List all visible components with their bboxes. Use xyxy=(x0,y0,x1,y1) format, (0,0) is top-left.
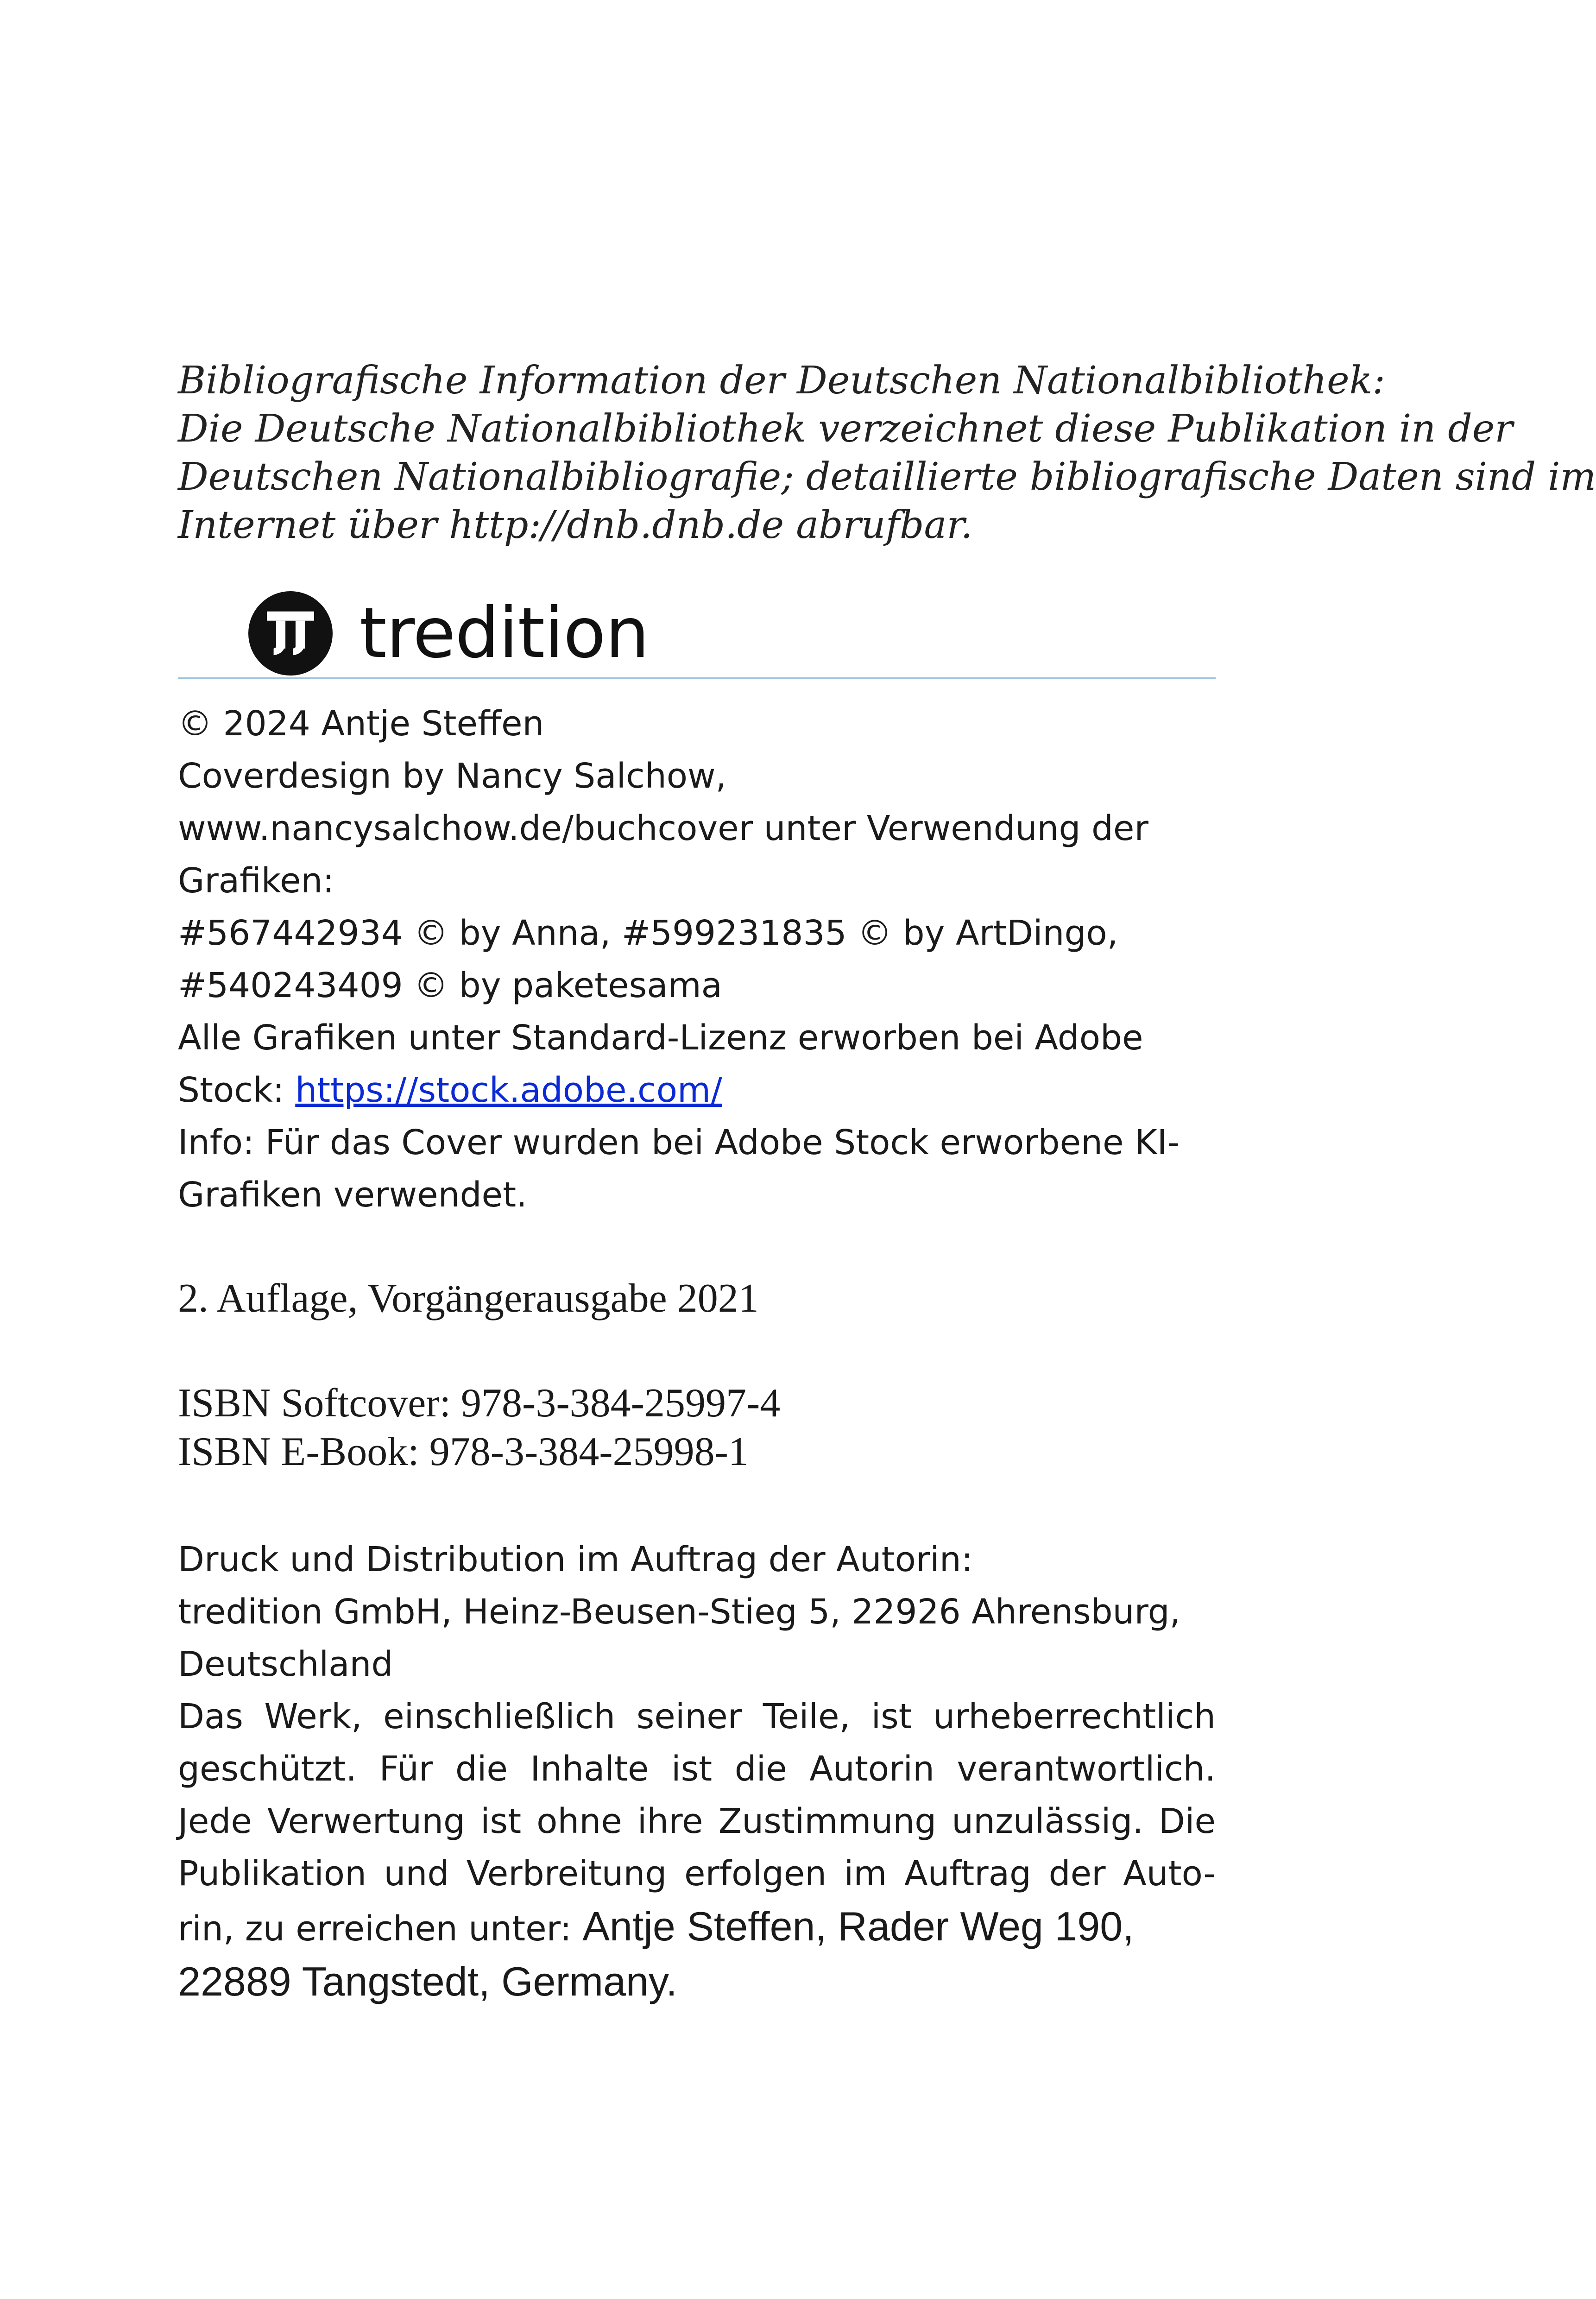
author-address: Antje Steffen, Rader Weg 190, xyxy=(582,1903,1134,1949)
license-prefix: Stock: xyxy=(178,1070,296,1110)
biblio-line: Internet über http://dnb.dnb.de abrufbar. xyxy=(178,503,973,547)
biblio-heading: Bibliografische Information der Deutschen Nationalbibliothek: xyxy=(178,359,1385,403)
publisher-address-line: Deutschland xyxy=(178,1644,393,1684)
legal-paragraph-line: geschützt. Für die Inhalte ist die Autorin verantwortlich. xyxy=(178,1749,1216,1789)
tredition-logo-icon xyxy=(248,591,333,676)
biblio-line: Die Deutsche Nationalbibliothek verzeichnet diese Publikation in der xyxy=(178,407,1513,451)
print-heading: Druck und Distribution im Auftrag der Autorin: xyxy=(178,1540,973,1579)
publisher-wordmark: tredition xyxy=(360,593,649,674)
publisher-address-line: tredition GmbH, Heinz-Beusen-Stieg 5, 22926 Ahrensburg, xyxy=(178,1592,1181,1632)
credits-section xyxy=(178,698,1216,1221)
author-address: 22889 Tangstedt, Germany. xyxy=(178,1958,677,2004)
legal-paragraph-line: Das Werk, einschließlich seiner Teile, ist urheberrechtlich xyxy=(178,1697,1216,1737)
edition-line: 2. Auflage, Vorgängerausgabe 2021 xyxy=(178,1276,759,1321)
publisher-logo xyxy=(248,589,649,677)
contact-prefix: rin, zu erreichen unter: xyxy=(178,1909,583,1949)
isbn-section xyxy=(178,1379,1216,1476)
isbn-ebook: ISBN E-Book: 978-3-384-25998-1 xyxy=(178,1429,749,1474)
license-line xyxy=(178,1064,1216,1117)
copyright-line: © 2024 Antje Steffen xyxy=(178,704,544,744)
cover-design-line: Coverdesign by Nancy Salchow, xyxy=(178,756,727,796)
bibliographic-information xyxy=(178,357,1596,549)
image-credits-line: #540243409 © by paketesama xyxy=(178,966,723,1005)
legal-paragraph-line: Publikation und Verbreitung erfolgen im Auftrag der Auto- xyxy=(178,1854,1216,1894)
info-line: Info: Für das Cover wurden bei Adobe Stock erworbene KI- xyxy=(178,1123,1180,1162)
image-credits-line: #567442934 © by Anna, #599231835 © by ArtDingo, xyxy=(178,913,1118,953)
info-line: Grafiken verwendet. xyxy=(178,1175,527,1215)
print-distribution-section xyxy=(178,1534,1216,2008)
legal-paragraph-line: Jede Verwertung ist ohne ihre Zustimmung unzulässig. Die xyxy=(178,1801,1216,1841)
divider-line xyxy=(178,677,1216,679)
cover-design-line: Grafiken: xyxy=(178,861,334,901)
legal-paragraph-line xyxy=(178,1900,1216,1955)
cover-design-line: www.nancysalchow.de/buchcover unter Verwendung der xyxy=(178,808,1148,848)
license-line: Alle Grafiken unter Standard-Lizenz erworben bei Adobe xyxy=(178,1018,1143,1058)
isbn-softcover: ISBN Softcover: 978-3-384-25997-4 xyxy=(178,1381,781,1426)
biblio-line: Deutschen Nationalbibliografie; detaillierte bibliografische Daten sind im xyxy=(178,455,1596,499)
adobe-stock-link[interactable]: https://stock.adobe.com/ xyxy=(295,1070,723,1110)
